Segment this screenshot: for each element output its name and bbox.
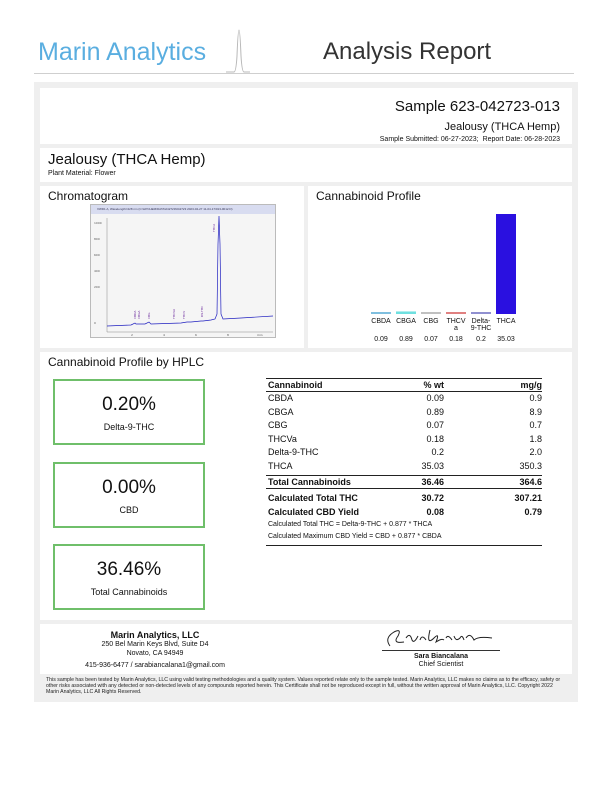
svg-text:6: 6	[195, 333, 197, 337]
chromatogram-image	[90, 204, 276, 338]
hplc-title: Cannabinoid Profile by HPLC	[48, 355, 205, 369]
total-pct: 36.46	[421, 477, 444, 487]
row-mg: 350.3	[519, 460, 542, 471]
calc-thc-pct: 30.72	[421, 493, 444, 503]
svg-text:1000: 1000	[94, 221, 102, 225]
svg-text:400: 400	[94, 269, 100, 273]
cbd-card	[53, 462, 205, 528]
signature-line	[382, 650, 500, 651]
bar-cbga	[396, 311, 416, 314]
svg-text:D9-THC: D9-THC	[200, 305, 204, 317]
profile-title: Cannabinoid Profile	[316, 189, 421, 203]
delta9-thc-label: Delta-9-THC	[103, 422, 155, 432]
value-label-cbda: 0.09	[374, 336, 388, 343]
row-pct: 0.2	[431, 447, 444, 457]
svg-text:8: 8	[227, 333, 229, 337]
row-mg: 0.7	[529, 420, 542, 430]
row-name: CBG	[268, 420, 288, 430]
total-label: Total Cannabinoids	[268, 477, 351, 487]
svg-text:200: 200	[94, 285, 100, 289]
row-pct: 35.03	[421, 460, 444, 471]
chromatogram-header: VWD1 A, Wavelength=228 nm (C:\HPCHEM\DATA\042723\042723 2023-04-27 11-04-17\013-0012.D)	[91, 205, 275, 214]
table-row	[266, 446, 542, 460]
svg-text:THCVA: THCVA	[172, 308, 176, 319]
row-name: THCA	[268, 460, 293, 471]
lab-address-1: 250 Bel Marin Keys Blvd, Suite D4	[101, 641, 209, 648]
tick-label-cbda: CBDA	[371, 318, 391, 325]
svg-text:CBGA: CBGA	[137, 310, 141, 319]
svg-text:CBG: CBG	[147, 312, 151, 319]
calc-cbd-row	[266, 506, 542, 520]
svg-text:CBDA: CBDA	[133, 310, 137, 319]
header-divider	[34, 73, 574, 74]
lab-info-box	[40, 624, 572, 674]
row-pct: 0.09	[426, 393, 444, 403]
disclaimer-text: This sample has been tested by Marin Analytics, LLC using valid testing methodologies and a quality system. Values reported relate only to the sample tested. Marin Analytics, LLC makes no claims as to the efficacy, safety or other risks associated with any detected or non-detected levels of any compounds reported herein. This Certificate shall not be reproduced except in full, without the written approval of Marin Analytics, LLC. Copyright 2022 Marin Analytics, LLC All Rights Reserved.	[46, 677, 561, 696]
row-mg: 0.9	[529, 393, 542, 403]
sample-info-box	[40, 88, 572, 144]
logo-peak-icon	[226, 26, 250, 76]
lab-name: Marin Analytics, LLC	[110, 630, 200, 640]
calc-thc-row	[266, 492, 542, 506]
value-label-thcva: 0.18	[449, 336, 463, 343]
row-mg: 8.9	[529, 406, 542, 417]
tick-label-delta-9-thc: Delta-	[471, 318, 491, 325]
value-label-cbg: 0.07	[424, 336, 438, 343]
row-pct: 0.18	[426, 433, 444, 444]
bar-cbg	[421, 312, 441, 314]
product-name: Jealousy (THCA Hemp)	[48, 151, 206, 168]
chromatogram-trace	[91, 214, 275, 338]
value-label-thca: 35.03	[497, 336, 515, 343]
bar-cbda	[371, 312, 391, 314]
value-label-cbga: 0.89	[399, 336, 413, 343]
row-name: CBDA	[268, 393, 294, 403]
submitted-date: Sample Submitted: 06-27-2023;	[379, 136, 479, 143]
product-box	[40, 148, 572, 182]
profile-box	[308, 186, 572, 348]
lab-contact: 415-936-6477 / sarabiancalana1@gmail.com	[85, 662, 225, 669]
svg-text:2: 2	[131, 333, 133, 337]
table-row	[266, 460, 542, 474]
cannabinoid-table	[266, 378, 542, 546]
sample-dates	[378, 136, 560, 143]
row-name: Delta-9-THC	[268, 447, 319, 457]
svg-text:600: 600	[94, 253, 100, 257]
row-name: THCVa	[268, 433, 297, 444]
delta9-thc-value: 0.20%	[102, 394, 156, 415]
tick-label-thcva: THCV	[446, 318, 466, 325]
header-cannabinoid: Cannabinoid	[268, 380, 323, 390]
svg-text:THCA: THCA	[212, 223, 216, 232]
tick-label-delta-9-thc: 9-THC	[470, 325, 492, 332]
total-cannabinoids-label: Total Cannabinoids	[90, 587, 168, 597]
calc-thc-note: Calculated Total THC = Delta-9-THC + 0.877 * THCA	[268, 521, 433, 528]
sample-id: Sample 623-042723-013	[394, 98, 560, 115]
svg-text:4: 4	[163, 333, 165, 337]
total-cannabinoids-value: 36.46%	[96, 559, 162, 580]
table-row	[266, 392, 542, 406]
svg-text:800: 800	[94, 237, 100, 241]
cbd-value: 0.00%	[102, 477, 156, 498]
tick-label-thca: THCA	[496, 318, 516, 325]
table-header	[266, 378, 542, 392]
tick-label-cbg: CBG	[423, 318, 439, 325]
signature-image	[382, 624, 502, 652]
table-row	[266, 406, 542, 420]
chromatogram-box	[40, 186, 304, 348]
total-row	[266, 475, 542, 489]
report-date: Report Date: 06-28-2023	[482, 136, 560, 143]
calc-thc-mg: 307.21	[514, 493, 542, 503]
calc-cbd-label: Calculated CBD Yield	[268, 506, 360, 517]
svg-text:min: min	[257, 333, 263, 337]
company-logo: Marin Analytics	[38, 38, 207, 66]
total-mg: 364.6	[519, 477, 542, 487]
sample-name: Jealousy (THCA Hemp)	[444, 121, 560, 133]
svg-text:0: 0	[94, 321, 96, 325]
lab-address-2: Novato, CA 94949	[126, 650, 184, 657]
header-pct-wt: % wt	[423, 380, 444, 390]
table-row	[266, 433, 542, 447]
value-label-delta-9-thc: 0.2	[476, 336, 486, 343]
table-row	[266, 419, 542, 433]
cannabinoid-bar-chart	[308, 186, 572, 348]
row-pct: 0.07	[426, 420, 444, 430]
header-mg-g: mg/g	[520, 380, 542, 390]
plant-material: Plant Material: Flower	[48, 170, 116, 177]
tick-label-thcva: a	[454, 325, 458, 332]
bar-thca	[496, 214, 516, 314]
cbd-label: CBD	[119, 505, 139, 515]
bar-delta-9-thc	[471, 312, 491, 314]
delta9-thc-card	[53, 379, 205, 445]
signer-name: Sara Biancalana	[413, 653, 469, 660]
svg-text:THCV: THCV	[182, 310, 186, 319]
bar-thcva	[446, 312, 466, 314]
row-name: CBGA	[268, 406, 294, 417]
calc-cbd-note: Calculated Maximum CBD Yield = CBD + 0.877 * CBDA	[268, 533, 442, 540]
chromatogram-title: Chromatogram	[48, 189, 129, 203]
calc-cbd-mg: 0.79	[524, 506, 542, 517]
tick-label-cbga: CBGA	[396, 318, 416, 325]
row-pct: 0.89	[426, 406, 444, 417]
report-title: Analysis Report	[323, 38, 492, 65]
hplc-box	[40, 352, 572, 620]
signer-title: Chief Scientist	[418, 661, 464, 668]
table-end-rule	[266, 545, 542, 546]
row-mg: 2.0	[529, 447, 542, 457]
calc-cbd-pct: 0.08	[426, 506, 444, 517]
calc-thc-label: Calculated Total THC	[268, 493, 358, 503]
row-mg: 1.8	[529, 433, 542, 444]
total-cannabinoids-card	[53, 544, 205, 610]
